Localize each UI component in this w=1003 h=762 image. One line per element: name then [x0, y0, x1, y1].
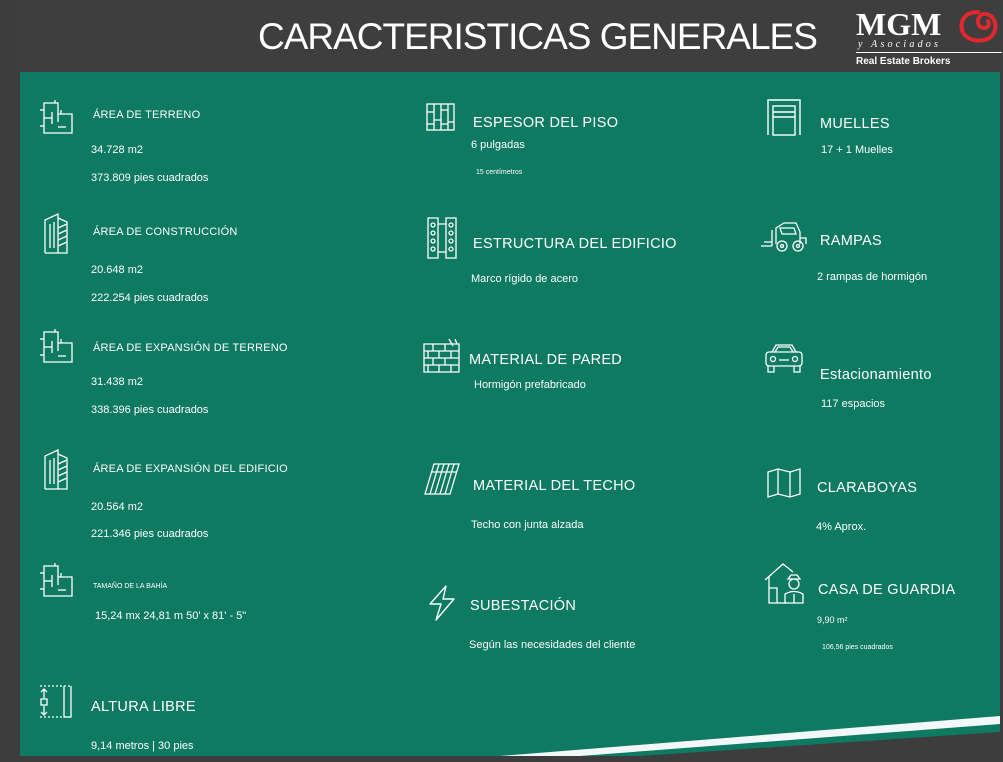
feature-value: 31.438 m2: [91, 376, 143, 388]
feature-label: ÁREA DE TERRENO: [93, 109, 201, 121]
feature-label: SUBESTACIÓN: [470, 598, 577, 614]
feature-label: ALTURA LIBRE: [91, 699, 196, 715]
feature-value: 4% Aprox.: [816, 521, 867, 533]
feature-value: 2 rampas de hormigón: [817, 271, 928, 283]
feature-value: Según las necesidades del cliente: [469, 639, 636, 651]
feature-label: Estacionamiento: [820, 367, 932, 383]
feature-value-secondary: 15 centímetros: [476, 169, 523, 176]
feature-label: ESTRUCTURA DEL EDIFICIO: [473, 236, 677, 252]
feature-label: CLARABOYAS: [817, 480, 918, 496]
feature-value: Marco rígido de acero: [471, 273, 578, 285]
feature-label: RAMPAS: [820, 233, 882, 249]
feature-label: MUELLES: [820, 116, 890, 132]
feature-label: ÁREA DE EXPANSIÓN DE TERRENO: [93, 342, 288, 354]
feature-value: 34.728 m2: [91, 144, 143, 156]
logo-tagline: Real Estate Brokers: [856, 56, 951, 67]
features-panel: [20, 72, 1000, 756]
logo-brand: MGM: [856, 6, 942, 42]
feature-label: MATERIAL DE PARED: [469, 352, 623, 368]
page-title: CARACTERISTICAS GENERALES: [258, 16, 817, 57]
feature-label: ÁREA DE EXPANSIÓN DEL EDIFICIO: [93, 463, 288, 475]
feature-label: ESPESOR DEL PISO: [473, 115, 619, 131]
feature-value-secondary: 338.396 pies cuadrados: [91, 404, 209, 416]
feature-label: ÁREA DE CONSTRUCCIÓN: [93, 226, 238, 238]
header-bar: [20, 0, 1003, 72]
decorative-stripe: [20, 72, 1000, 756]
company-logo: [850, 6, 1003, 70]
feature-value: 117 espacios: [821, 398, 886, 410]
feature-label: TAMAÑO DE LA BAHÍA: [93, 583, 168, 590]
feature-value-secondary: 373.809 pies cuadrados: [91, 172, 209, 184]
feature-value: 15,24 mx 24,81 m 50' x 81' - 5": [95, 610, 247, 622]
left-margin: [0, 0, 20, 762]
logo-subtitle: y Asociados: [858, 39, 942, 50]
feature-value: 9,90 m²: [817, 615, 848, 625]
feature-label: MATERIAL DEL TECHO: [473, 478, 636, 494]
feature-value: 20.564 m2: [91, 501, 143, 513]
feature-value: 6 pulgadas: [471, 139, 525, 151]
feature-value-secondary: 222.254 pies cuadrados: [91, 292, 209, 304]
feature-value: 20.648 m2: [91, 264, 143, 276]
feature-value: 9,14 metros | 30 pies: [91, 740, 194, 752]
feature-label: CASA DE GUARDIA: [818, 582, 956, 598]
logo-divider: [856, 52, 1002, 53]
feature-value-secondary: 221.346 pies cuadrados: [91, 528, 209, 540]
feature-value: Hormigón prefabricado: [474, 379, 586, 391]
feature-value-secondary: 106,56 pies cuadrados: [822, 644, 893, 651]
feature-value: Techo con junta alzada: [471, 519, 584, 531]
feature-value: 17 + 1 Muelles: [821, 144, 893, 156]
logo-swirl-icon: [954, 6, 1002, 46]
